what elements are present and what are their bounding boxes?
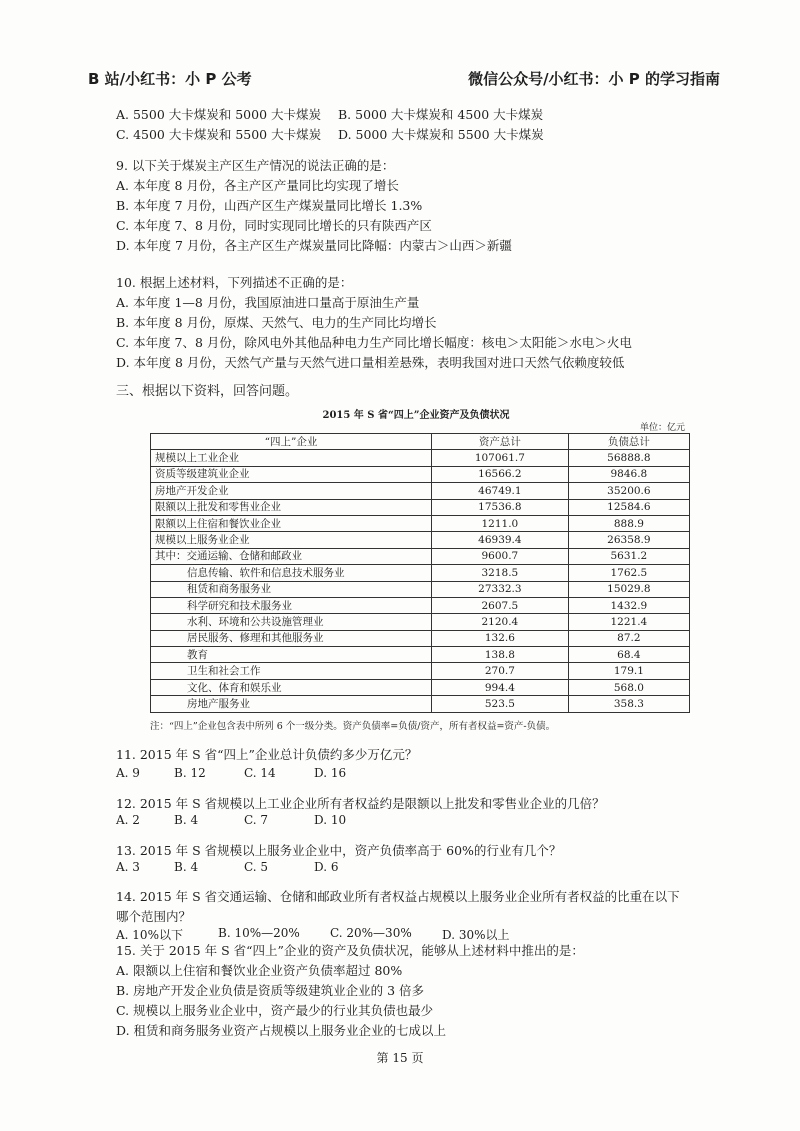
q11-stem: 11. 2015 年 S 省“四上”企业总计负债约多少万亿元？ xyxy=(116,747,418,762)
q14-option-a: A. 10%以下 xyxy=(116,928,183,942)
row-debt-value: 1432.9 xyxy=(568,597,689,613)
table-row xyxy=(151,630,690,646)
row-debt-value: 1221.4 xyxy=(568,614,689,630)
q8-option-d: D. 5000 大卡煤炭和 5500 大卡煤炭 xyxy=(338,127,544,142)
q13-option-d: D. 6 xyxy=(314,860,339,874)
q10-option-b: B. 本年度 8 月份，原煤、天然气、电力的生产同比均增长 xyxy=(116,315,437,330)
row-assets-value: 27332.3 xyxy=(432,581,569,597)
q11-option-d: D. 16 xyxy=(314,766,347,780)
row-enterprise-name: 信息传输、软件和信息技术服务业 xyxy=(151,565,432,581)
table-row xyxy=(151,663,690,679)
row-debt-value: 68.4 xyxy=(568,647,689,663)
row-assets-value: 132.6 xyxy=(432,630,569,646)
row-assets-value: 994.4 xyxy=(432,679,569,695)
q12-stem: 12. 2015 年 S 省规模以上工业企业所有者权益约是限额以上批发和零售业企业的几倍？ xyxy=(116,796,605,811)
table-row xyxy=(151,581,690,597)
q15-option-b: B. 房地产开发企业负债是资质等级建筑业企业的 3 倍多 xyxy=(116,983,425,998)
col-header-enterprise: “四上”企业 xyxy=(151,434,432,450)
q10-option-a: A. 本年度 1—8 月份，我国原油进口量高于原油生产量 xyxy=(116,295,420,310)
table-row xyxy=(151,499,690,515)
table-row xyxy=(151,548,690,564)
row-enterprise-name: 房地产服务业 xyxy=(151,696,432,712)
row-assets-value: 107061.7 xyxy=(432,450,569,466)
col-header-assets: 资产总计 xyxy=(432,434,569,450)
row-enterprise-name: 教育 xyxy=(151,647,432,663)
q12-option-b: B. 4 xyxy=(174,813,199,827)
row-assets-value: 1211.0 xyxy=(432,515,569,531)
page-header xyxy=(88,68,720,92)
row-debt-value: 1762.5 xyxy=(568,565,689,581)
table-row xyxy=(151,696,690,712)
question-10 xyxy=(116,274,632,374)
row-enterprise-name: 卫生和社会工作 xyxy=(151,663,432,679)
row-debt-value: 35200.6 xyxy=(568,483,689,499)
table-row xyxy=(151,565,690,581)
q8-options-row1 xyxy=(116,106,544,124)
row-debt-value: 888.9 xyxy=(568,515,689,531)
assets-debt-table xyxy=(150,433,690,713)
q8-option-c: C. 4500 大卡煤炭和 5500 大卡煤炭 xyxy=(116,127,322,142)
header-right: 微信公众号/小红书：小 P 的学习指南 xyxy=(468,70,720,88)
question-14 xyxy=(116,888,680,928)
row-debt-value: 358.3 xyxy=(568,696,689,712)
q15-option-d: D. 租赁和商务服务业资产占规模以上服务业企业的七成以上 xyxy=(116,1023,447,1038)
table-header-row xyxy=(151,434,690,450)
row-enterprise-name: 规模以上服务业企业 xyxy=(151,532,432,548)
row-enterprise-name: 限额以上批发和零售业企业 xyxy=(151,499,432,515)
table-row xyxy=(151,483,690,499)
row-assets-value: 2120.4 xyxy=(432,614,569,630)
row-enterprise-name: 租赁和商务服务业 xyxy=(151,581,432,597)
question-12 xyxy=(116,795,605,815)
q13-option-a: A. 3 xyxy=(116,860,140,874)
q14-stem-line2: 哪个范围内？ xyxy=(116,909,192,924)
q12-option-a: A. 2 xyxy=(116,813,140,827)
row-debt-value: 179.1 xyxy=(568,663,689,679)
row-assets-value: 270.7 xyxy=(432,663,569,679)
q14-stem-line1: 14. 2015 年 S 省交通运输、仓储和邮政业所有者权益占规模以上服务业企业所有者权益的比重在以下 xyxy=(116,889,680,904)
page-number: 第 15 页 xyxy=(376,1051,424,1065)
q11-option-b: B. 12 xyxy=(174,766,206,780)
row-enterprise-name: 房地产开发企业 xyxy=(151,483,432,499)
row-assets-value: 16566.2 xyxy=(432,466,569,482)
table-row xyxy=(151,466,690,482)
row-assets-value: 46939.4 xyxy=(432,532,569,548)
header-left: B 站/小红书：小 P 公考 xyxy=(88,70,252,88)
question-13 xyxy=(116,842,561,862)
table-row xyxy=(151,532,690,548)
row-assets-value: 2607.5 xyxy=(432,597,569,613)
q12-option-d: D. 10 xyxy=(314,813,347,827)
row-assets-value: 3218.5 xyxy=(432,565,569,581)
q13-option-c: C. 5 xyxy=(244,860,269,874)
row-enterprise-name: 文化、体育和娱乐业 xyxy=(151,679,432,695)
row-enterprise-name: 规模以上工业企业 xyxy=(151,450,432,466)
q12-option-c: C. 7 xyxy=(244,813,269,827)
q9-option-c: C. 本年度 7、8 月份，同时实现同比增长的只有陕西产区 xyxy=(116,218,432,233)
row-assets-value: 138.8 xyxy=(432,647,569,663)
q15-option-a: A. 限额以上住宿和餐饮业企业资产负债率超过 80% xyxy=(116,963,403,978)
q10-stem: 10. 根据上述材料，下列描述不正确的是： xyxy=(116,275,353,290)
q13-option-b: B. 4 xyxy=(174,860,199,874)
row-assets-value: 523.5 xyxy=(432,696,569,712)
q9-option-b: B. 本年度 7 月份，山西产区生产煤炭量同比增长 1.3% xyxy=(116,198,423,213)
q15-stem: 15. 关于 2015 年 S 省“四上”企业的资产及负债状况，能够从上述材料中推出的是： xyxy=(116,943,584,958)
q9-option-a: A. 本年度 8 月份，各主产区产量同比均实现了增长 xyxy=(116,178,399,193)
table-note: 注：“四上”企业包含表中所列 6 个一级分类。资产负债率=负债/资产，所有者权益=资产-负债。 xyxy=(150,721,556,732)
row-debt-value: 5631.2 xyxy=(568,548,689,564)
section-3-heading: 三、根据以下资料，回答问题。 xyxy=(116,384,299,399)
row-enterprise-name: 科学研究和技术服务业 xyxy=(151,597,432,613)
question-9 xyxy=(116,157,512,257)
row-assets-value: 17536.8 xyxy=(432,499,569,515)
table-unit: 单位：亿元 xyxy=(640,423,686,433)
q15-option-c: C. 规模以上服务业企业中，资产最少的行业其负债也最少 xyxy=(116,1003,434,1018)
row-enterprise-name: 限额以上住宿和餐饮业企业 xyxy=(151,515,432,531)
q13-stem: 13. 2015 年 S 省规模以上服务业企业中，资产负债率高于 60%的行业有几个？ xyxy=(116,843,562,858)
q8-option-b: B. 5000 大卡煤炭和 4500 大卡煤炭 xyxy=(338,107,544,122)
q11-option-c: C. 14 xyxy=(244,766,276,780)
table-row xyxy=(151,614,690,630)
row-debt-value: 87.2 xyxy=(568,630,689,646)
q8-options-row2 xyxy=(116,126,544,144)
table-row xyxy=(151,450,690,466)
table-row xyxy=(151,679,690,695)
row-debt-value: 12584.6 xyxy=(568,499,689,515)
table-row xyxy=(151,597,690,613)
row-debt-value: 26358.9 xyxy=(568,532,689,548)
q10-option-d: D. 本年度 8 月份，天然气产量与天然气进口量相差悬殊，表明我国对进口天然气依赖度较低 xyxy=(116,355,625,370)
row-assets-value: 9600.7 xyxy=(432,548,569,564)
q14-option-d: D. 30%以上 xyxy=(442,928,510,942)
q14-option-b: B. 10%—20% xyxy=(218,926,300,940)
row-debt-value: 15029.8 xyxy=(568,581,689,597)
row-debt-value: 9846.8 xyxy=(568,466,689,482)
row-enterprise-name: 资质等级建筑业企业 xyxy=(151,466,432,482)
q8-option-a: A. 5500 大卡煤炭和 5000 大卡煤炭 xyxy=(116,107,322,122)
row-debt-value: 56888.8 xyxy=(568,450,689,466)
row-enterprise-name: 居民服务、修理和其他服务业 xyxy=(151,630,432,646)
row-assets-value: 46749.1 xyxy=(432,483,569,499)
q10-option-c: C. 本年度 7、8 月份，除风电外其他品种电力生产同比增长幅度：核电＞太阳能＞水电＞火电 xyxy=(116,335,632,350)
col-header-debt: 负债总计 xyxy=(568,434,689,450)
question-15 xyxy=(116,942,584,1042)
question-11 xyxy=(116,746,417,766)
table-row xyxy=(151,515,690,531)
table-title: 2015 年 S 省“四上”企业资产及负债状况 xyxy=(322,410,510,421)
row-debt-value: 568.0 xyxy=(568,679,689,695)
q9-option-d: D. 本年度 7 月份，各主产区生产煤炭量同比降幅：内蒙古＞山西＞新疆 xyxy=(116,238,512,253)
q11-option-a: A. 9 xyxy=(116,766,140,780)
q9-stem: 9. 以下关于煤炭主产区生产情况的说法正确的是： xyxy=(116,158,395,173)
table-row xyxy=(151,647,690,663)
row-enterprise-name: 其中：交通运输、仓储和邮政业 xyxy=(151,548,432,564)
row-enterprise-name: 水利、环境和公共设施管理业 xyxy=(151,614,432,630)
q14-option-c: C. 20%—30% xyxy=(330,926,412,940)
